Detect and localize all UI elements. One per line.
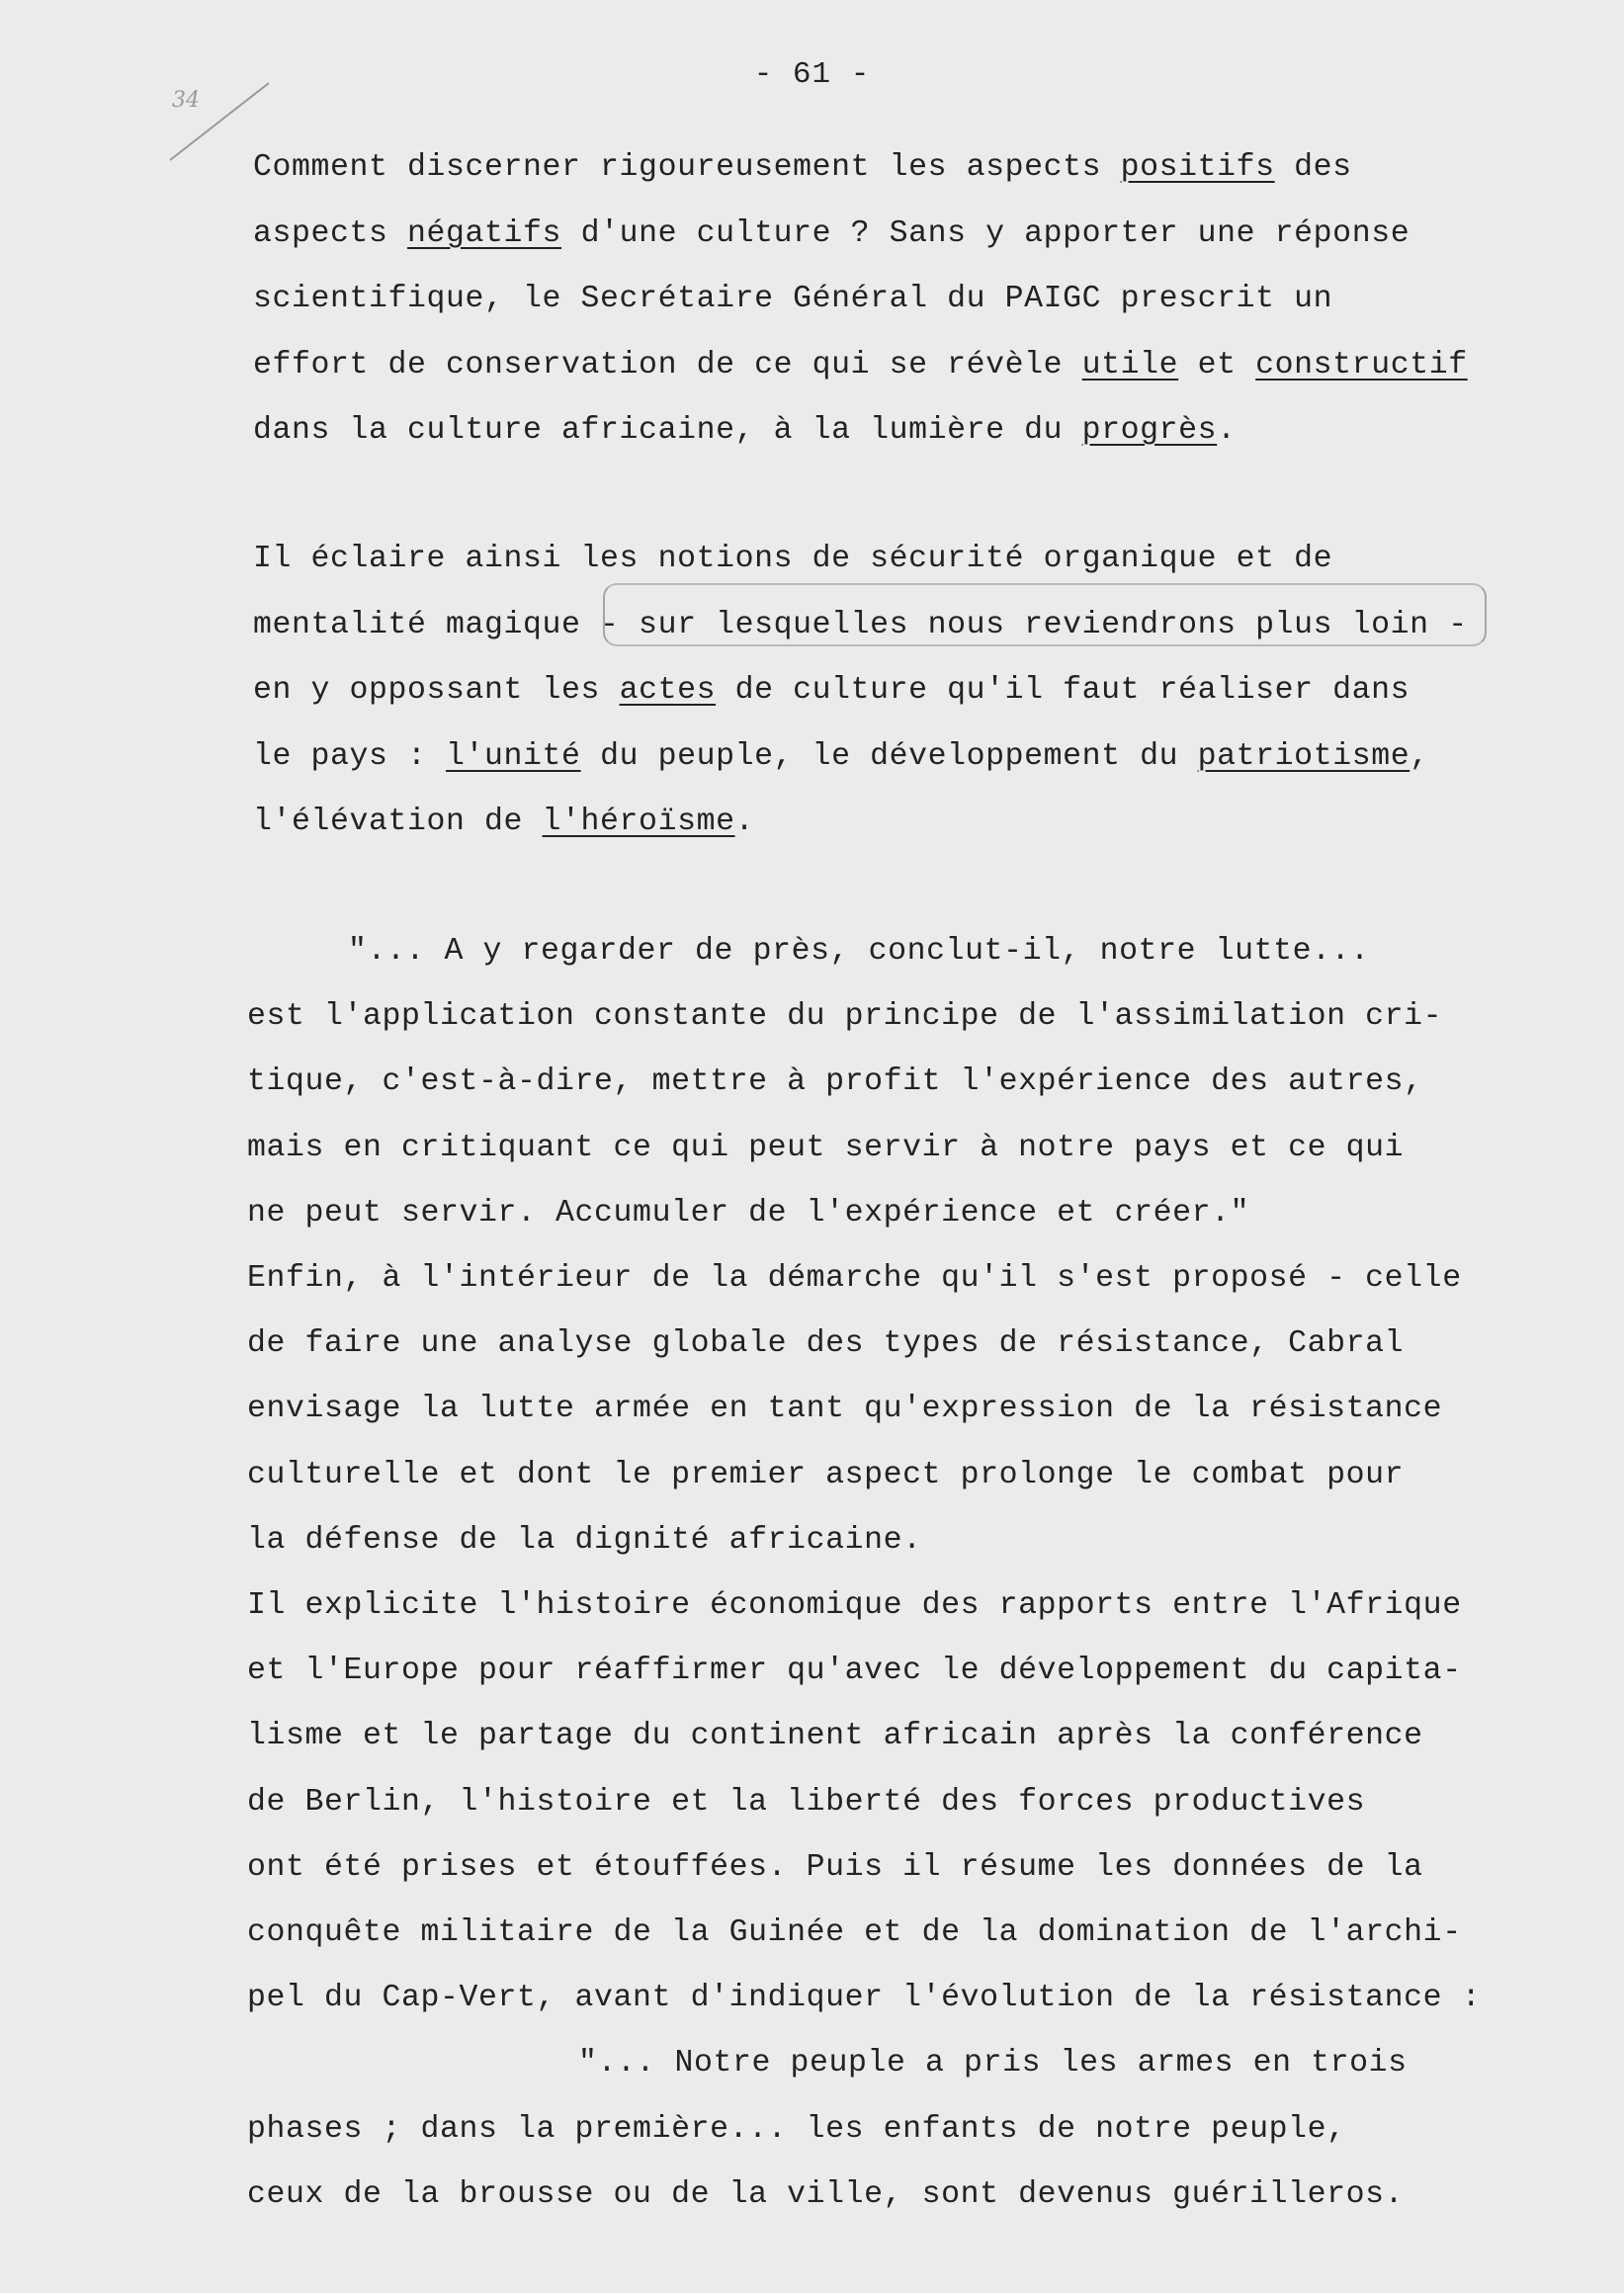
p3-line: est l'application constante du principe de l'assimilation cri- — [247, 999, 1443, 1035]
p3-line: phases ; dans la première... les enfants de notre peuple, — [247, 2111, 1346, 2147]
p3-line: de Berlin, l'histoire et la liberté des forces productives — [247, 1784, 1366, 1820]
p2-line: en y oppossant les actes de culture qu'il faut réaliser dans — [253, 673, 1410, 708]
p3-line: culturelle et dont le premier aspect prolonge le combat pour — [247, 1457, 1405, 1492]
p3-line: Enfin, à l'intérieur de la démarche qu'il s'est proposé - celle — [247, 1261, 1462, 1296]
p3-line: de faire une analyse globale des types de résistance, Cabral — [247, 1326, 1405, 1362]
p3-line: Il explicite l'histoire économique des rapports entre l'Afrique — [247, 1588, 1462, 1623]
p3-line: lisme et le partage du continent africain après la conférence — [247, 1719, 1423, 1754]
page-number: - 61 - — [753, 57, 871, 92]
p3-line: pel du Cap-Vert, avant d'indiquer l'évolution de la résistance : — [247, 1981, 1482, 2016]
margin-note: 34 — [172, 88, 200, 113]
underlined-word: actes — [619, 673, 717, 708]
p1-line: scientifique, le Secrétaire Général du PAIGC prescrit un — [253, 282, 1333, 316]
underlined-word: négatifs — [407, 215, 562, 251]
p2-line: Il éclaire ainsi les notions de sécurité organique et de — [253, 542, 1333, 576]
p3-line: envisage la lutte armée en tant qu'expression de la résistance — [247, 1392, 1443, 1427]
p3-line: mais en critiquant ce qui peut servir à notre pays et ce qui — [247, 1130, 1405, 1165]
p2-line: mentalité magique - sur lesquelles nous reviendrons plus loin - — [253, 607, 1468, 642]
p3-line: tique, c'est-à-dire, mettre à profit l'expérience des autres, — [247, 1064, 1423, 1100]
p2-line: l'élévation de l'héroïsme. — [253, 805, 755, 839]
underlined-word: patriotisme — [1197, 738, 1410, 774]
p1-line: effort de conservation de ce qui se révèle utile et constructif — [253, 347, 1468, 382]
p3-line: ceux de la brousse ou de la ville, sont devenus guérilleros. — [247, 2176, 1405, 2212]
p3-line: "... Notre peuple a pris les armes en trois — [578, 2046, 1408, 2081]
underlined-word: utile — [1081, 347, 1179, 382]
underlined-word: l'héroïsme — [542, 805, 735, 839]
p3-line: la défense de la dignité africaine. — [247, 1522, 922, 1558]
underlined-word: progrès — [1081, 413, 1218, 448]
underlined-word: positifs — [1120, 150, 1275, 185]
p3-line: et l'Europe pour réaffirmer qu'avec le développement du capita- — [247, 1654, 1462, 1689]
p2-line: le pays : l'unité du peuple, le développement du patriotisme, — [253, 738, 1429, 774]
p3-line: ne peut servir. Accumuler de l'expérience et créer." — [247, 1195, 1250, 1231]
underlined-word: constructif — [1255, 347, 1468, 382]
p1-line: dans la culture africaine, à la lumière du progrès. — [253, 413, 1237, 448]
p1-line: Comment discerner rigoureusement les aspects positifs des — [253, 150, 1352, 185]
p3-line: conquête militaire de la Guinée et de la domination de l'archi- — [247, 1915, 1462, 1950]
p1-line: aspects négatifs d'une culture ? Sans y apporter une réponse — [253, 215, 1410, 251]
underlined-word: l'unité — [446, 738, 581, 774]
p3-line: "... A y regarder de près, conclut-il, notre lutte... — [348, 934, 1370, 969]
p3-line: ont été prises et étouffées. Puis il résume les données de la — [247, 1849, 1423, 1885]
